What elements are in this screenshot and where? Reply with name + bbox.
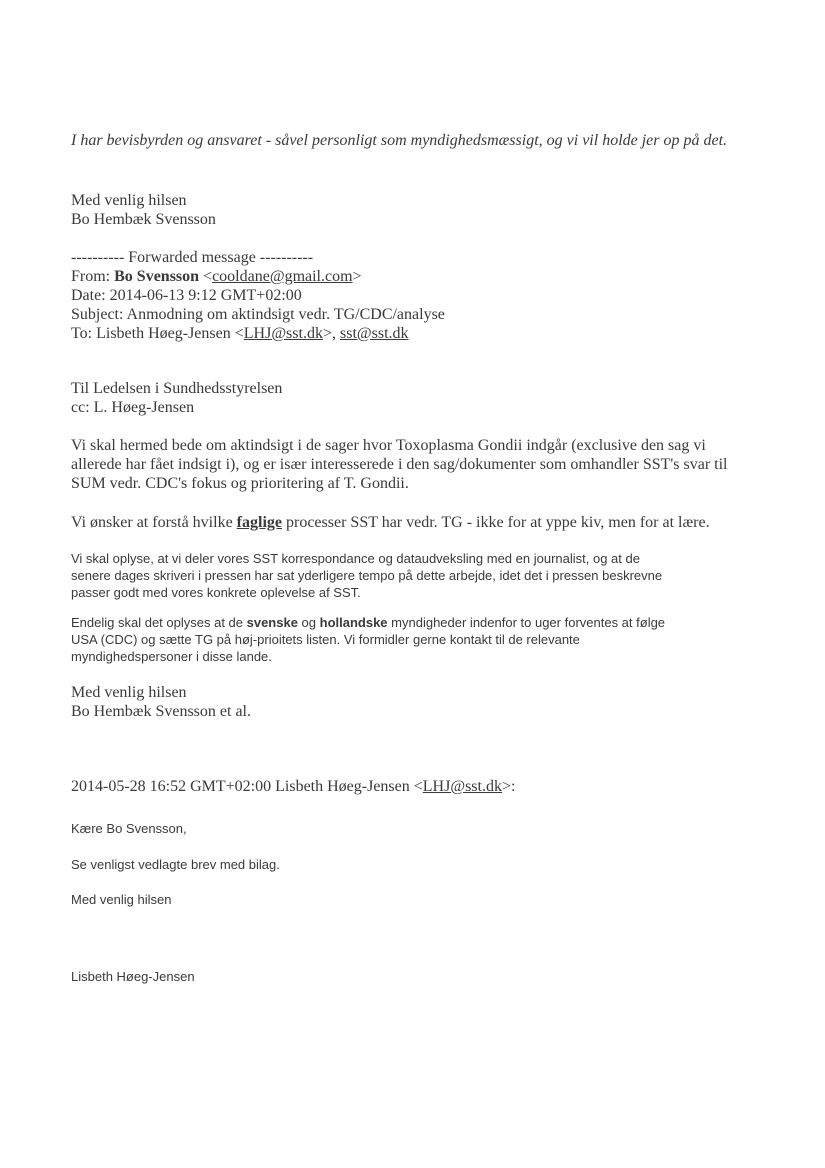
letter-paragraph-4 xyxy=(71,614,691,665)
to-label: To: Lisbeth Høeg-Jensen < xyxy=(71,325,244,342)
intro-signature: Bo Hembæk Svensson xyxy=(71,211,216,228)
to-email-link-2[interactable]: sst@sst.dk xyxy=(339,325,409,342)
subject-line: Subject: Anmodning om aktindsigt vedr. TG/CDC/analyse xyxy=(71,306,445,323)
letter-signature: Bo Hembæk Svensson et al. xyxy=(71,703,251,720)
forward-separator: ---------- Forwarded message ---------- xyxy=(71,249,314,266)
letter-closing: Med venlig hilsen xyxy=(71,684,187,701)
para4-d: hollandske xyxy=(319,615,388,630)
to-email-link-1[interactable]: LHJ@sst.dk xyxy=(243,325,323,342)
letter-recipient: Til Ledelsen i Sundhedsstyrelsen xyxy=(71,380,283,397)
para2-pre: Vi ønsker at forstå hvilke xyxy=(71,514,237,531)
reply-header xyxy=(71,777,515,796)
reply-signature: Lisbeth Høeg-Jensen xyxy=(71,969,195,984)
letter-paragraph-2 xyxy=(71,513,761,532)
reply-closing: Med venlig hilsen xyxy=(71,892,172,907)
date-line: Date: 2014-06-13 9:12 GMT+02:00 xyxy=(71,287,302,304)
from-line: From: Bo Svensson <cooldane@gmail.com> xyxy=(71,268,362,285)
letter-paragraph-1: Vi skal hermed bede om aktindsigt i de sager hvor Toxoplasma Gondii indgår (exclusive den sag vi allerede har fået indsigt i), og er især interesserede i den sag/dokumenter som omhandler SST's svar til SUM vedr. CDC's fokus og prioritering af T. Gondii. xyxy=(71,437,728,492)
reply-email-link[interactable]: LHJ@sst.dk xyxy=(422,778,502,795)
para2-emphasis: faglige xyxy=(236,514,282,531)
intro-closing: Med venlig hilsen xyxy=(71,192,187,209)
para4-c: og xyxy=(297,615,320,630)
to-line: To: Lisbeth Høeg-Jensen <LHJ@sst.dk>, sst@sst.dk xyxy=(71,325,409,342)
para4-b: svenske xyxy=(246,615,298,630)
reply-greeting: Kære Bo Svensson, xyxy=(71,821,187,836)
para4-a: Endelig skal det oplyses at de xyxy=(71,615,247,630)
from-label: From: xyxy=(71,268,115,285)
reply-header-pre: 2014-05-28 16:52 GMT+02:00 Lisbeth Høeg-Jensen < xyxy=(71,778,423,795)
reply-body: Se venligst vedlagte brev med bilag. xyxy=(71,857,280,872)
letter-paragraph-3: Vi skal oplyse, at vi deler vores SST korrespondance og dataudveksling med en journalist, og at de senere dages skriveri i pressen har sat yderligere tempo på dette arbejde, idet det i pressen beskrevne passer godt med vores konkrete oplevelse af SST. xyxy=(71,551,663,600)
from-email-link[interactable]: cooldane@gmail.com xyxy=(212,268,353,285)
para2-post: processer SST har vedr. TG - ikke for at yppe kiv, men for at lære. xyxy=(282,514,710,531)
reply-header-post: >: xyxy=(501,778,516,795)
para4-e: myndigheder indenfor to uger forventes at følge USA (CDC) og sætte TG på høj-prioitets listen. Vi formidler gerne kontakt til de relevante myndighedspersoner i disse lande. xyxy=(71,615,666,664)
warning-paragraph: I har bevisbyrden og ansvaret - såvel personligt som myndighedsmæssigt, og vi vil holde jer op på det. xyxy=(71,132,728,149)
letter-cc: cc: L. Høeg-Jensen xyxy=(71,399,195,416)
from-name: Bo Svensson xyxy=(114,268,200,285)
